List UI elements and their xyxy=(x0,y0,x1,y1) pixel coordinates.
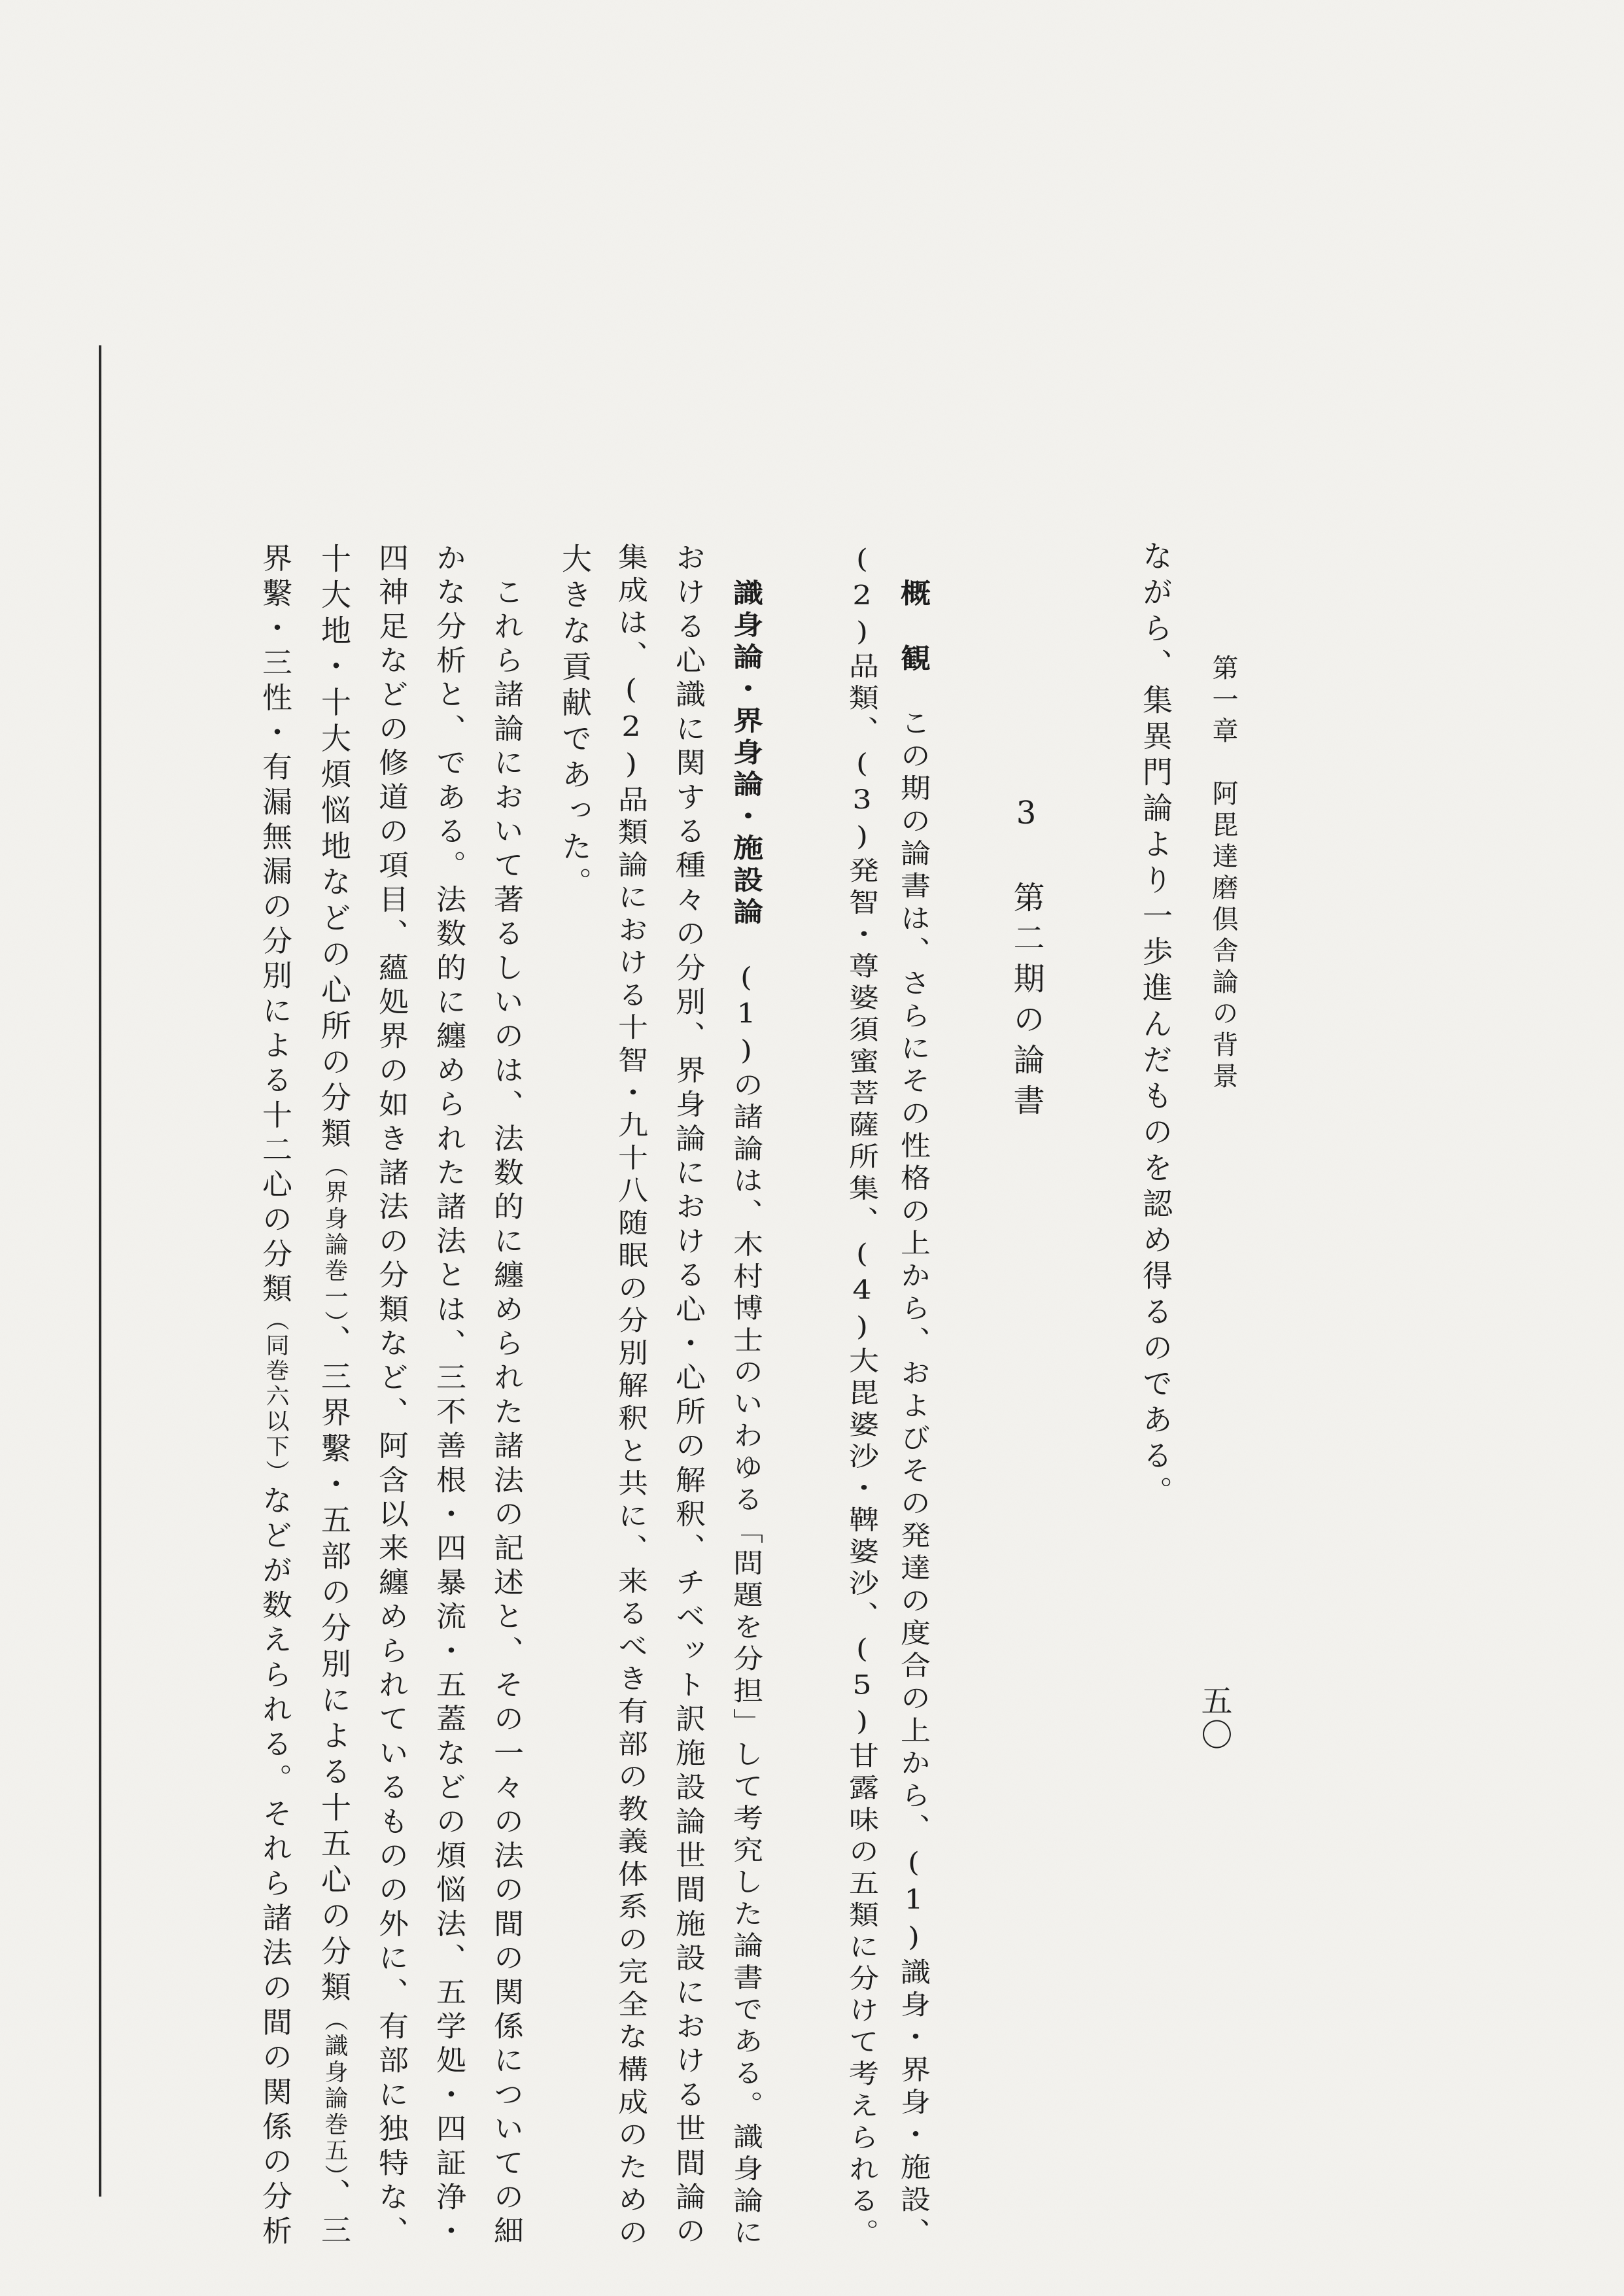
heading-shikishinron: 識身論・界身論・施設論 xyxy=(729,579,764,930)
text-column xyxy=(374,543,409,2251)
text-segment: ながら、集異門論より一歩進んだものを認め得るのである。 xyxy=(1138,540,1173,1512)
text-column xyxy=(671,543,706,2251)
text-segment: この期の論書は、さらにその性格の上から、およびその発達の度合の上から、(1)識身・界身・施設、 xyxy=(896,676,931,2250)
text-segment: おける心識に関する種々の分別、界身論における心・心所の解釈、チベット訳施設論世間施設における世間論の xyxy=(671,543,706,2251)
running-header-title: 第一章 阿毘達磨倶舎論の背景 xyxy=(1208,654,1238,1094)
text-segment: これら諸論において著るしいのは、法数的に纏められた諸法の記述と、その一々の法の間の関係についての細 xyxy=(489,543,525,2251)
text-column xyxy=(317,543,352,2251)
text-column xyxy=(1138,540,1173,1512)
citation-note: （同巻六以下） xyxy=(262,1308,289,1486)
text-segment: 界繫・三性・有漏無漏の分別による十二心の分類 xyxy=(258,543,293,1308)
text-segment: 、三界繫・五部の分別による十五心の分類 xyxy=(317,1325,352,2008)
text-segment: 集成は、(2)品類論における十智・九十八随眠の分別解釈と共に、来るべき有部の教義体系の完全な構成のための xyxy=(613,543,649,2251)
text-segment: かな分析と、である。法数的に纏められた諸法とは、三不善根・四暴流・五蓋などの煩悩法、五学処・四証浄・ xyxy=(432,543,467,2251)
text-column xyxy=(729,579,764,2250)
text-segment: (1)の諸論は、木村博士のいわゆる「問題を分担」して考究した論書である。識身論に xyxy=(729,929,764,2250)
text-column xyxy=(557,543,593,903)
text-column xyxy=(489,543,525,2251)
text-segment: などが数えられる。それら諸法の間の関係の分析 xyxy=(258,1485,293,2251)
section-heading: 3 第二期の論書 xyxy=(1008,795,1045,1124)
text-column xyxy=(613,543,649,2251)
text-column xyxy=(844,543,880,2250)
page-number: 五〇 xyxy=(1196,1684,1232,1752)
text-segment: 大きな貢献であった。 xyxy=(557,543,593,903)
text-segment: 、三 xyxy=(317,2178,352,2251)
text-segment: 四神足などの修道の項目、蘊処界の如き諸法の分類など、阿含以来纏められているものの外に、有部に独特な、 xyxy=(374,543,409,2251)
text-segment: 十大地・十大煩悩地などの心所の分類 xyxy=(317,543,352,1154)
text-column xyxy=(432,543,467,2251)
text-segment: (2)品類、(3)発智・尊婆須蜜菩薩所集、(4)大毘婆沙・鞞婆沙、(5)甘露味の五類に分けて考えられる。 xyxy=(844,543,880,2250)
text-column xyxy=(258,543,293,2251)
text-column xyxy=(896,579,931,2250)
citation-note: （識身論巻五） xyxy=(321,2007,348,2179)
citation-note: （界身論巻一） xyxy=(321,1153,348,1325)
heading-overview: 概 観 xyxy=(896,579,931,677)
binding-edge-line xyxy=(99,345,101,2197)
